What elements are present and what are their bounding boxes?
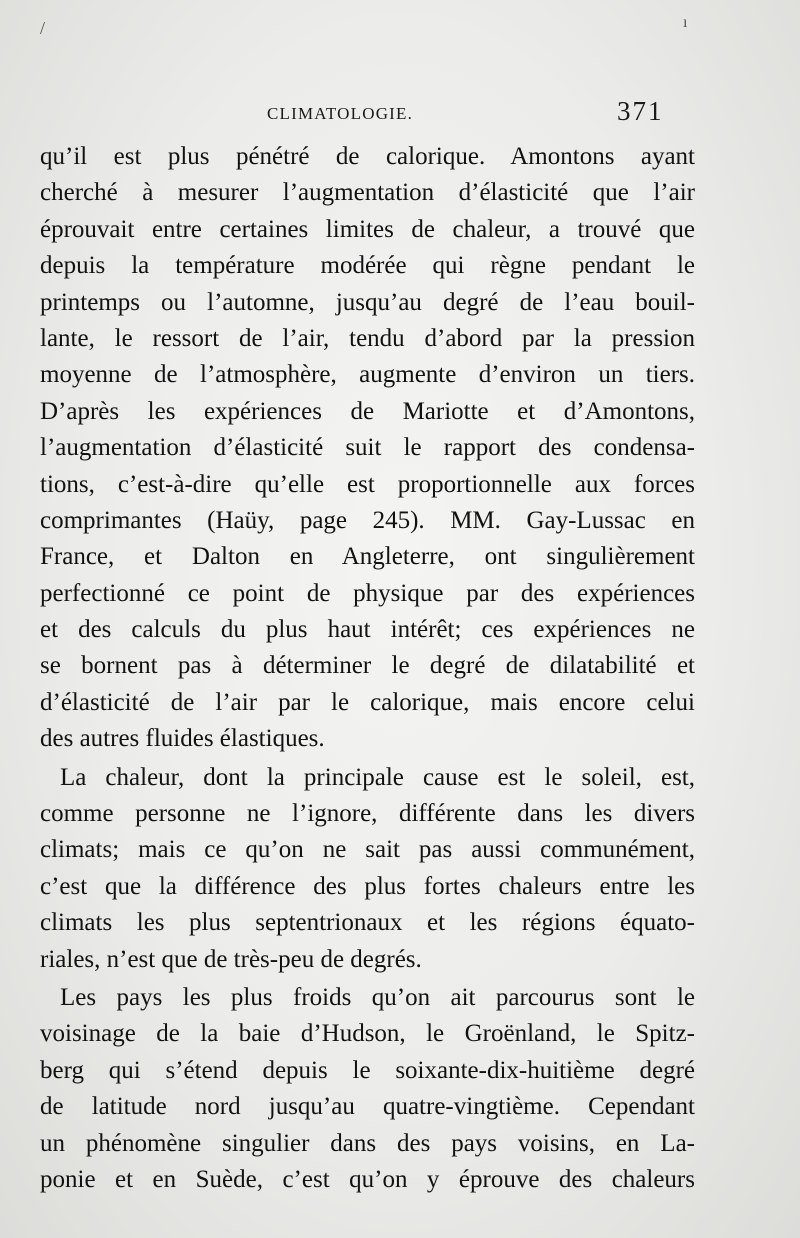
text-line: des autres fluides élastiques. [40,725,325,753]
text-line: se bornent pas à déterminer le degré de dilatabilité et [40,652,695,680]
body-text [40,139,695,1198]
margin-mark-top-right: ı [683,14,688,31]
text-line: printemps ou l’automne, jusqu’au degré de l’eau bouil- [40,288,695,316]
text-line: tions, c’est-à-dire qu’elle est proportionnelle aux forces [40,470,695,498]
text-line: climats les plus septentrionaux et les régions équato- [40,909,695,937]
text-line: comme personne ne l’ignore, différente dans les divers [40,800,695,828]
text-line: France, et Dalton en Angleterre, ont singulièrement [40,543,695,571]
text-line: berg qui s’étend depuis le soixante-dix-huitième degré [40,1056,695,1084]
page-number: 371 [617,96,664,126]
text-line: cherché à mesurer l’augmentation d’élasticité que l’air [40,179,695,207]
text-line: perfectionné ce point de physique par des expériences [40,579,695,607]
text-line: depuis la température modérée qui règne pendant le [40,252,695,280]
paragraph [40,139,695,758]
text-line: moyenne de l’atmosphère, augmente d’environ un tiers. [40,361,695,389]
text-line: D’après les expériences de Mariotte et d’Amontons, [40,397,695,425]
text-line: un phénomène singulier dans des pays voisins, en La- [40,1129,695,1157]
margin-mark-top-left: / [40,18,46,38]
text-line: lante, le ressort de l’air, tendu d’abord par la pression [40,324,695,352]
text-line: La chaleur, dont la principale cause est le soleil, est, [60,763,695,791]
text-line: riales, n’est que de très-peu de degrés. [40,945,422,973]
text-line: qu’il est plus pénétré de calorique. Amontons ayant [40,143,695,170]
paragraph [40,980,695,1198]
paragraph [40,760,695,978]
text-line: Les pays les plus froids qu’on ait parcourus sont le [60,983,695,1011]
text-line: d’élasticité de l’air par le calorique, mais encore celui [40,688,695,716]
page-header [0,96,800,136]
text-line: éprouvait entre certaines limites de chaleur, a trouvé que [40,215,695,243]
text-line: comprimantes (Haüy, page 245). MM. Gay-Lussac en [40,506,695,534]
text-line: de latitude nord jusqu’au quatre-vingtième. Cependant [40,1093,695,1121]
text-line: climats; mais ce qu’on ne sait pas aussi communément, [40,836,695,864]
text-line: ponie et en Suède, c’est qu’on y éprouve des chaleurs [40,1165,695,1193]
text-line: c’est que la différence des plus fortes chaleurs entre les [40,872,695,900]
text-line: et des calculs du plus haut intérêt; ces expériences ne [40,616,695,644]
text-line: l’augmentation d’élasticité suit le rapport des condensa- [40,434,695,462]
text-line: voisinage de la baie d’Hudson, le Groënland, le Spitz- [40,1020,695,1048]
running-title: CLIMATOLOGIE. [267,104,414,123]
